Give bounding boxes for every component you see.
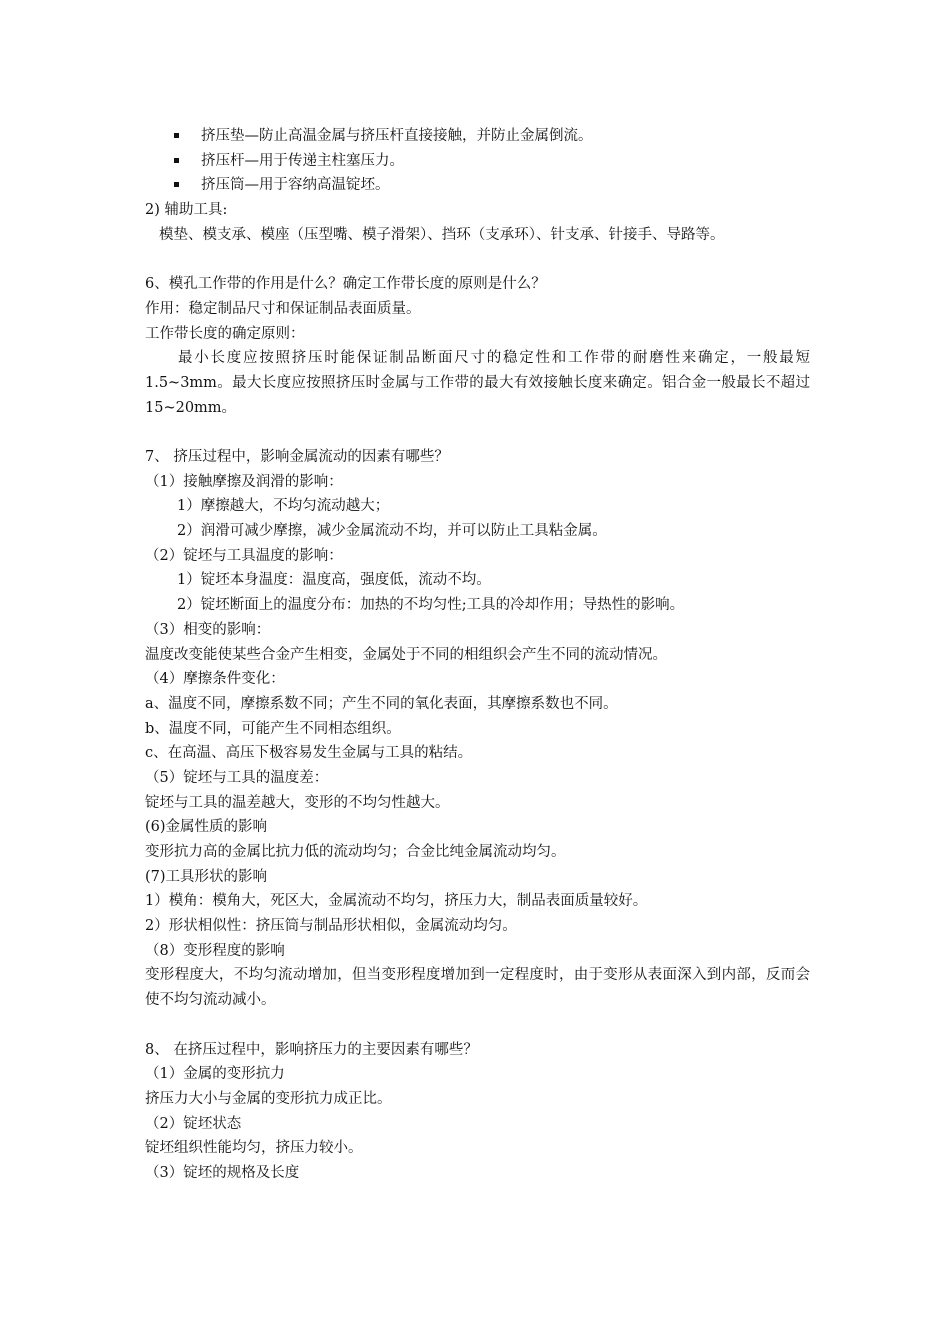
bullet-item-extrusion-stem (145, 149, 810, 174)
bullet-text: 挤压杆—用于传递主柱塞压力。 (201, 152, 404, 169)
q8-factor-3: （3）锭坯的规格及长度 (145, 1164, 300, 1181)
bullet-text: 挤压垫—防止高温金属与挤压杆直接接触，并防止金属倒流。 (201, 128, 593, 144)
spacer (145, 420, 810, 445)
q7-factor-4b: b、温度不同，可能产生不同相态组织。 (145, 720, 401, 737)
q7-factor-5: （5）锭坯与工具的温度差： (145, 769, 329, 786)
q7-factor-1: （1）接触摩擦及润滑的影响： (145, 473, 343, 490)
q7-factor-2a: 1）锭坯本身温度：温度高，强度低，流动不均。 (177, 572, 491, 589)
q7-factor-1b: 2）润滑可减少摩擦，减少金属流动不均，并可以防止工具粘金属。 (177, 523, 607, 540)
spacer (145, 1013, 810, 1038)
spacer (145, 247, 810, 272)
square-bullet-icon (174, 158, 179, 163)
q7-factor-2: （2）锭坯与工具温度的影响： (145, 547, 343, 564)
aux-tools-heading: 2) 辅助工具: (145, 202, 228, 219)
q7-factor-3-text: 温度改变能使某些合金产生相变，金属处于不同的相组织会产生不同的流动情况。 (145, 646, 667, 663)
q6-principle-text: 最小长度应按照挤压时能保证制品断面尺寸的稳定性和工作带的耐磨性来确定，一般最短 1.5~3mm。最大长度应按照挤压时金属与工作带的最大有效接触长度来确定。铝合金一般最长不超过 15~20mm。 (145, 350, 810, 416)
q7-factor-6-text: 变形抗力高的金属比抗力低的流动均匀；合金比纯金属流动均匀。 (145, 844, 566, 860)
square-bullet-icon (174, 182, 179, 187)
q8-factor-2: （2）锭坯状态 (145, 1115, 242, 1132)
q7-factor-2b: 2）锭坯断面上的温度分布：加热的不均匀性;工具的冷却作用；导热性的影响。 (177, 597, 685, 614)
q7-factor-4c: c、在高温、高压下极容易发生金属与工具的粘结。 (145, 745, 473, 762)
q8-factor-1: （1）金属的变形抗力 (145, 1066, 285, 1083)
q7-factor-8-text: 变形程度大，不均匀流动增加，但当变形程度增加到一定程度时，由于变形从表面深入到内部，反而会使不均匀流动减小。 (145, 967, 810, 1009)
q7-factor-4: （4）摩擦条件变化： (145, 671, 285, 688)
bullet-item-container (145, 173, 810, 198)
q6-principle-title: 工作带长度的确定原则： (145, 325, 305, 342)
q7-factor-1a: 1）摩擦越大，不均匀流动越大； (177, 498, 390, 515)
bullet-item-extrusion-pad (145, 124, 810, 149)
square-bullet-icon (174, 133, 179, 138)
aux-tools-paragraph: 模垫、模支承、模座（压型嘴、模子滑架）、挡环（支承环）、针支承、针接手、导路等。 (159, 226, 725, 243)
q8-factor-2-text: 锭坯组织性能均匀，挤压力较小。 (145, 1140, 363, 1157)
q7-factor-7: (7)工具形状的影响 (145, 868, 268, 885)
q7-factor-4a: a、温度不同，摩擦系数不同；产生不同的氧化表面，其摩擦系数也不同。 (145, 695, 618, 712)
q7-factor-7a: 1）模角：模角大，死区大，金属流动不均匀，挤压力大，制品表面质量较好。 (145, 893, 648, 910)
q7-factor-8: （8）变形程度的影响 (145, 942, 285, 959)
document-page (145, 124, 810, 1186)
bullet-text: 挤压筒—用于容纳高温锭坯。 (201, 177, 390, 194)
q7-factor-6: (6)金属性质的影响 (145, 819, 268, 836)
q6-question: 6、模孔工作带的作用是什么？确定工作带长度的原则是什么？ (145, 276, 546, 293)
q7-question: 7、 挤压过程中，影响金属流动的因素有哪些？ (145, 449, 449, 465)
q7-factor-3: （3）相变的影响： (145, 621, 271, 638)
q6-use: 作用：稳定制品尺寸和保证制品表面质量。 (145, 300, 421, 317)
q8-factor-1-text: 挤压力大小与金属的变形抗力成正比。 (145, 1090, 392, 1107)
q7-factor-5-text: 锭坯与工具的温差越大，变形的不均匀性越大。 (145, 794, 450, 811)
q7-factor-7b: 2）形状相似性：挤压筒与制品形状相似，金属流动均匀。 (145, 918, 517, 935)
q8-question: 8、 在挤压过程中，影响挤压力的主要因素有哪些？ (145, 1041, 478, 1058)
